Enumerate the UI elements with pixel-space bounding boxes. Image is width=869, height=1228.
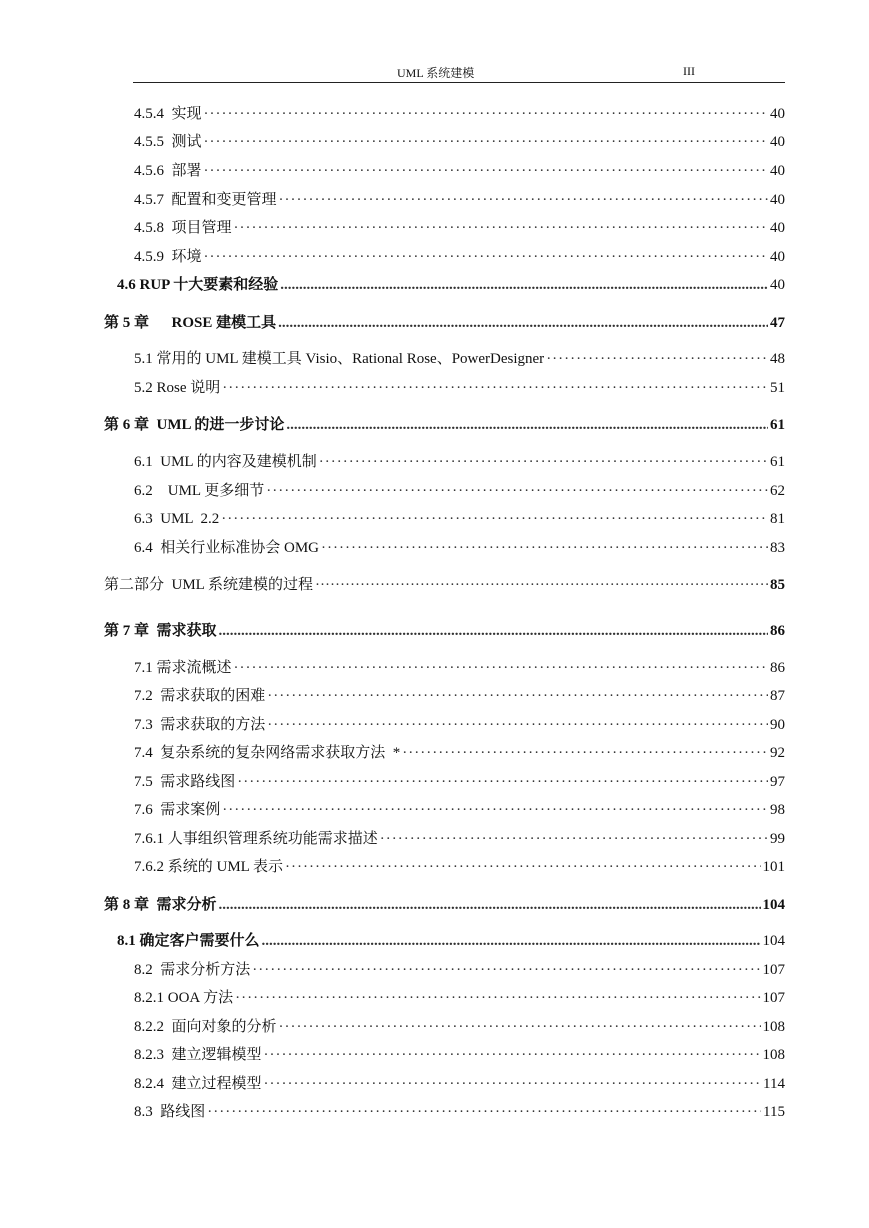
toc-entry — [134, 451, 785, 473]
toc-entry — [134, 217, 785, 239]
toc-entry-label: 4.5.9 环境 — [134, 249, 202, 265]
toc-entry-page: 40 — [770, 277, 785, 293]
toc-entry-page: 47 — [770, 315, 785, 331]
toc-entry-page: 92 — [770, 745, 785, 761]
toc-entry-page: 101 — [762, 859, 785, 875]
toc-entry — [134, 377, 785, 399]
toc-entry-label: 7.6.2 系统的 UML 表示 — [134, 859, 284, 875]
toc-entry-label: 7.6.1 人事组织管理系统功能需求描述 — [134, 831, 378, 847]
page-header — [133, 62, 785, 83]
dot-leader — [204, 103, 768, 125]
toc-entry — [134, 657, 785, 679]
toc-entry — [134, 1073, 785, 1095]
toc-entry-label: 8.1 确定客户需要什么 — [117, 933, 260, 949]
dot-leader — [252, 959, 760, 981]
dot-leader — [204, 246, 768, 268]
toc-entry-page: 51 — [770, 380, 785, 396]
toc-entry — [134, 131, 785, 153]
toc-entry-page: 87 — [770, 688, 785, 704]
dot-leader — [204, 160, 768, 182]
dot-leader — [264, 1073, 762, 1095]
toc-entry — [134, 771, 785, 793]
toc-entry — [134, 103, 785, 125]
toc-entry-label: 7.2 需求获取的困难 — [134, 688, 266, 704]
toc-entry-page: 114 — [763, 1076, 785, 1092]
toc-entry — [134, 189, 785, 211]
dot-leader — [264, 1044, 761, 1066]
toc-entry-label: 6.1 UML 的内容及建模机制 — [134, 454, 317, 470]
toc-entry-page: 40 — [770, 249, 785, 265]
toc-entry-label: 8.2.1 OOA 方法 — [134, 990, 234, 1006]
toc-entry — [134, 348, 785, 370]
toc-entry — [134, 537, 785, 559]
toc-entry-label: 8.2.4 建立过程模型 — [134, 1076, 262, 1092]
dot-leader — [319, 451, 768, 473]
toc-entry-label: 4.5.8 项目管理 — [134, 220, 232, 236]
toc-entry-label: 7.1 需求流概述 — [134, 660, 232, 676]
toc-entry-page: 61 — [770, 417, 785, 433]
toc-entry-page: 81 — [770, 511, 785, 527]
toc-section-entry — [117, 274, 785, 296]
dot-leader — [279, 189, 768, 211]
toc-entry-label: 7.5 需求路线图 — [134, 774, 236, 790]
toc-entry-page: 86 — [770, 660, 785, 676]
dot-leader — [221, 508, 768, 530]
toc-entry — [134, 1016, 785, 1038]
toc-entry-label: 7.6 需求案例 — [134, 802, 221, 818]
toc-entry-label: 7.3 需求获取的方法 — [134, 717, 266, 733]
toc-entry-label: 8.2.2 面向对象的分析 — [134, 1019, 277, 1035]
toc-entry-label: 4.6 RUP 十大要素和经验 — [117, 277, 279, 293]
toc-entry-page: 40 — [770, 163, 785, 179]
dot-leader — [278, 312, 768, 334]
dot-leader — [234, 657, 768, 679]
toc-entry — [134, 508, 785, 530]
toc-entry-page: 83 — [770, 540, 785, 556]
toc-entry — [134, 828, 785, 850]
dot-leader — [222, 377, 768, 399]
toc-entry-label: 4.5.7 配置和变更管理 — [134, 192, 277, 208]
toc-entry-page: 104 — [762, 897, 785, 913]
dot-leader — [402, 742, 768, 764]
toc-entry-label: 第 7 章 需求获取 — [104, 623, 217, 639]
toc-entry-page: 90 — [770, 717, 785, 733]
toc-entry-page: 40 — [770, 134, 785, 150]
toc-entry-page: 61 — [770, 454, 785, 470]
dot-leader — [235, 987, 760, 1009]
toc-entry-page: 40 — [770, 220, 785, 236]
header-title: UML 系统建模 — [397, 66, 475, 80]
toc-entry-page: 48 — [770, 351, 785, 367]
toc-section-entry — [117, 930, 785, 952]
toc-entry-label: 4.5.4 实现 — [134, 106, 202, 122]
dot-leader — [285, 856, 760, 878]
toc-chapter-entry — [104, 620, 785, 642]
toc-entry — [134, 799, 785, 821]
toc-entry — [134, 987, 785, 1009]
dot-leader — [380, 828, 768, 850]
toc-entry-page: 99 — [770, 831, 785, 847]
toc-entry — [134, 685, 785, 707]
toc-entry-page: 108 — [762, 1019, 785, 1035]
toc-entry-label: 8.2.3 建立逻辑模型 — [134, 1047, 262, 1063]
toc-entry — [134, 1044, 785, 1066]
dot-leader — [219, 894, 761, 916]
dot-leader — [279, 1016, 761, 1038]
dot-leader — [222, 799, 768, 821]
toc-entry-page: 115 — [763, 1104, 785, 1120]
toc-entry-label: 第 8 章 需求分析 — [104, 897, 217, 913]
toc-entry-label: 4.5.5 测试 — [134, 134, 202, 150]
toc-chapter-entry — [104, 414, 785, 436]
dot-leader — [280, 274, 768, 296]
toc-entry-page: 108 — [762, 1047, 785, 1063]
toc-entry-page: 107 — [762, 962, 785, 978]
toc-entry-label: 7.4 复杂系统的复杂网络需求获取方法 * — [134, 745, 401, 761]
dot-leader — [204, 131, 768, 153]
dot-leader — [219, 620, 768, 642]
toc-entry — [134, 480, 785, 502]
toc-entry-page: 62 — [770, 483, 785, 499]
header-page-number: III — [683, 64, 695, 78]
toc-entry-page: 104 — [762, 933, 785, 949]
toc-entry-label: 6.4 相关行业标准协会 OMG — [134, 540, 320, 556]
toc-entry — [134, 714, 785, 736]
toc-chapter-entry — [104, 894, 785, 916]
toc-entry-page: 40 — [770, 106, 785, 122]
dot-leader — [267, 685, 768, 707]
toc-entry — [134, 1101, 785, 1123]
toc-entry-label: 4.5.6 部署 — [134, 163, 202, 179]
dot-leader — [286, 414, 768, 436]
dot-leader — [315, 574, 768, 596]
toc-entry-label: 6.3 UML 2.2 — [134, 511, 220, 527]
toc-entry — [134, 742, 785, 764]
toc-entry — [134, 160, 785, 182]
toc-chapter-entry — [104, 312, 785, 334]
dot-leader — [321, 537, 768, 559]
toc-entry-label: 第 6 章 UML 的进一步讨论 — [104, 417, 285, 433]
toc-entry-page: 98 — [770, 802, 785, 818]
toc-entry-page: 40 — [770, 192, 785, 208]
toc-entry-page: 97 — [770, 774, 785, 790]
dot-leader — [234, 217, 768, 239]
dot-leader — [267, 714, 768, 736]
toc-entry-label: 5.1 常用的 UML 建模工具 Visio、Rational Rose、PowerDesigner — [134, 351, 545, 367]
toc-entry-label: 8.3 路线图 — [134, 1104, 206, 1120]
toc-entry — [134, 856, 785, 878]
toc-entry-page: 107 — [762, 990, 785, 1006]
dot-leader — [207, 1101, 761, 1123]
toc-entry-label: 第二部分 UML 系统建模的过程 — [104, 577, 314, 593]
toc-part-entry — [104, 574, 785, 596]
dot-leader — [546, 348, 768, 370]
toc-entry-label: 8.2 需求分析方法 — [134, 962, 251, 978]
toc-entry — [134, 959, 785, 981]
toc-entry-label: 6.2 UML 更多细节 — [134, 483, 265, 499]
toc-entry-label: 5.2 Rose 说明 — [134, 380, 221, 396]
toc-entry-page: 86 — [770, 623, 785, 639]
dot-leader — [237, 771, 768, 793]
dot-leader — [262, 930, 761, 952]
toc-entry — [134, 246, 785, 268]
toc-entry-label: 第 5 章 ROSE 建模工具 — [104, 315, 277, 331]
toc-entry-page: 85 — [770, 577, 785, 593]
dot-leader — [266, 480, 768, 502]
